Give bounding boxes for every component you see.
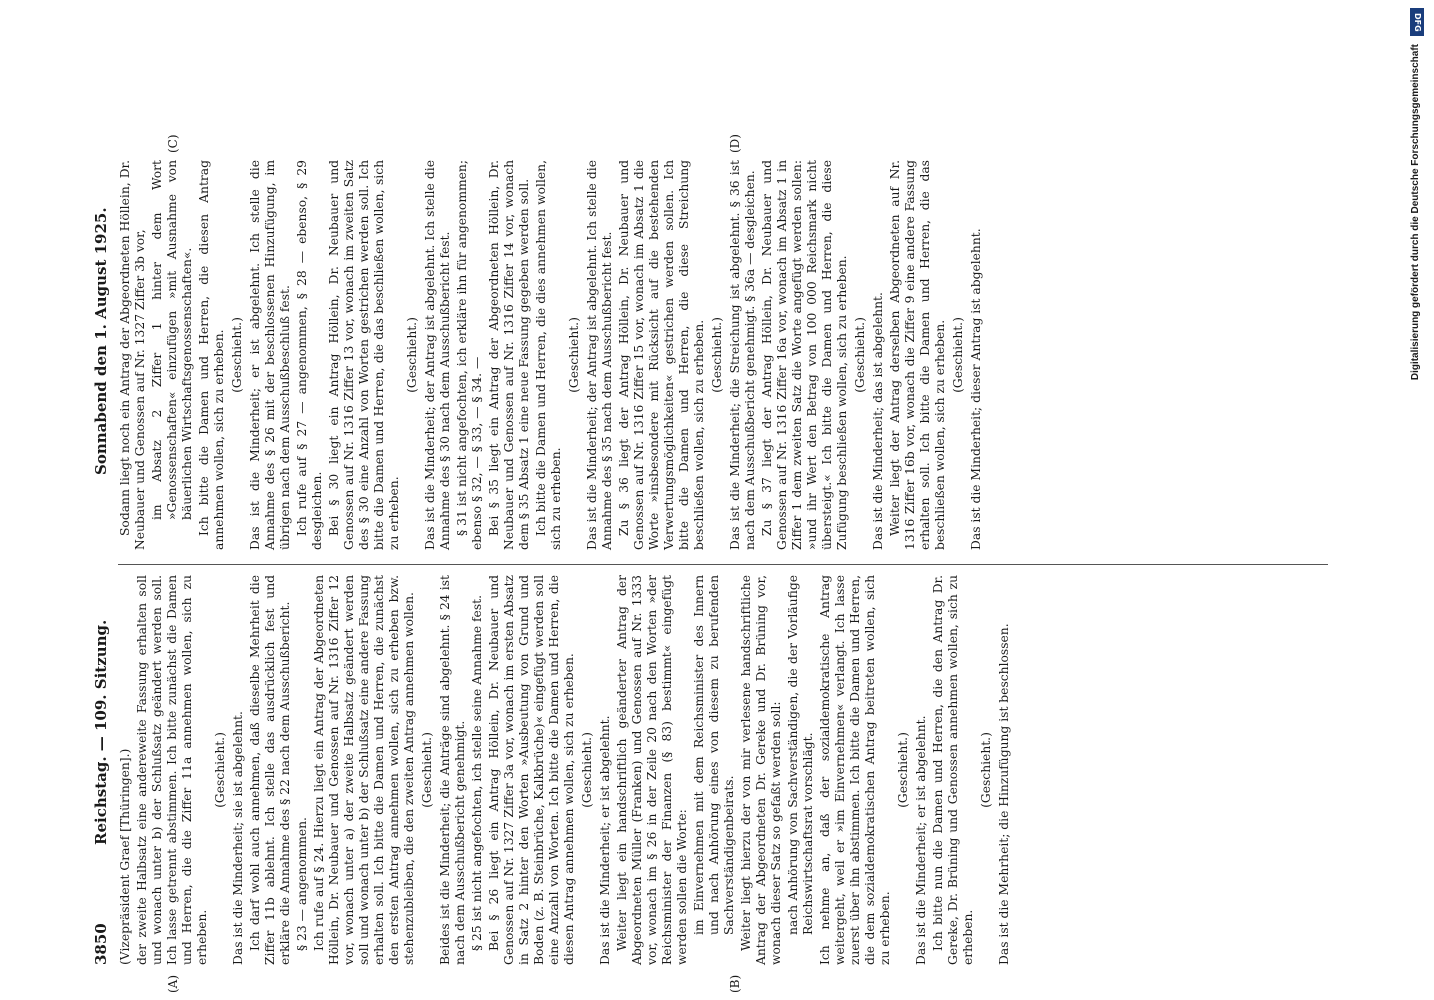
paragraph: § 23 — angenommen. [295, 817, 309, 951]
left-text-column [118, 575, 1014, 965]
dfg-logo: DFG [1410, 8, 1424, 36]
paragraph: Ich bitte die Damen und Herren, die diesen Antrag annehmen wollen, sich zu erheben. [197, 160, 226, 550]
paragraph: Ich bitte nun die Damen und Herren, die den Antrag Dr. Gereke, Dr. Brüning und Genossen annehmen wollen, sich zu erheben. [931, 575, 975, 965]
procedural-note: (Geschieht.) [710, 317, 724, 393]
paragraph: Das ist die Minderheit; dieser Antrag ist abgelehnt. [969, 228, 983, 550]
paragraph: Bei § 35 liegt ein Antrag der Abgeordneten Höllein, Dr. Neubauer und Genossen auf Nr. 1316 Ziffer 14 vor, wonach dem § 35 Absatz 1 eine neue Fassung gegeben werden soll. [487, 160, 531, 550]
paragraph: Bei § 26 liegt ein Antrag Höllein, Dr. Neubauer und Genossen auf Nr. 1327 Ziffer 3a vor, wonach im ersten Absatz in Satz 2 hinter den Worten »Ausbeutung von Grund und Boden (z. B. Steinbrüche, Kalkbrüche)« eingefügt werden soll eine Anzahl von Worten. Ich bitte die Damen und Herren, die diesen Antrag annehmen wollen, sich zu erheben. [487, 575, 576, 965]
paragraph: Das ist die Minderheit; der Antrag ist abgelehnt. Ich stelle die Annahme des § 35 nach dem Ausschußbericht fest. [585, 160, 614, 550]
procedural-note: (Geschieht.) [567, 317, 581, 393]
paragraph: Sodann liegt noch ein Antrag der Abgeordneten Höllein, Dr. Neubauer und Genossen auf Nr. 1327 Ziffer 3b vor, [118, 160, 147, 550]
procedural-note: (Geschieht.) [405, 317, 419, 393]
paragraph: im Absatz 2 Ziffer 1 hinter dem Wort »Genossenschaften« einzufügen »mit Ausnahme von bäuerlichen Wirtschaftsgenossenschaften«. [150, 160, 194, 520]
procedural-note: (Geschieht.) [230, 317, 244, 393]
paragraph: Das ist die Minderheit; der Antrag ist abgelehnt. Ich stelle die Annahme des § 30 nach dem Ausschußbericht fest. [423, 160, 452, 550]
paragraph: Ich rufe auf § 27 — angenommen, § 28 — ebenso, § 29 desgleichen. [295, 160, 324, 550]
paragraph: Das ist die Minderheit; er ist abgelehnt. [598, 715, 612, 965]
page-number: 3850 [92, 923, 110, 965]
paragraph: Das ist die Minderheit; er ist abgelehnt. [914, 715, 928, 965]
paragraph: Ich darf wohl auch annehmen, daß dieselbe Mehrheit die Ziffer 11b ablehnt. Ich stelle das ausdrücklich fest und erkläre die Annahme des § 22 nach dem Ausschußbericht. [248, 575, 292, 965]
digitization-credit-strip [1404, 0, 1434, 1000]
margin-mark-d: (D) [728, 134, 742, 153]
procedural-note: (Geschieht.) [580, 732, 594, 808]
right-text-column [118, 160, 986, 550]
paragraph: Ich bitte die Damen und Herren, die dies annehmen wollen, sich zu erheben. [534, 160, 563, 550]
paragraph: der zweite Halbsatz eine andereweite Fassung erhalten soll und wonach unter b) der Schlußsatz geändert werden soll. Ich lasse getrennt abstimmen. Ich bitte zunächst die Damen und Herren, die die Ziffer 11a annehmen wollen, sich zu erheben. [135, 575, 209, 965]
procedural-note: (Geschieht.) [853, 317, 867, 393]
digitization-credit-text: Digitalisierung gefördert durch die Deutsche Forschungsgemeinschaft [1410, 44, 1421, 381]
paragraph: Das ist die Minderheit; die Streichung ist abgelehnt. § 36 ist nach dem Ausschußbericht genehmigt. § 36a — desgleichen. [728, 160, 757, 550]
session-date: Sonnabend den 1. August 1925. [92, 207, 110, 475]
procedural-note: (Geschieht.) [979, 732, 993, 808]
paragraph: Das ist die Minderheit; das ist abgelehnt. [871, 292, 885, 550]
paragraph: Beides ist die Minderheit; die Anträge sind abgelehnt. § 24 ist nach dem Ausschußbericht genehmigt. [438, 575, 467, 965]
procedural-note: (Geschieht.) [896, 732, 910, 808]
paragraph: Weiter liegt hierzu der von mir verlesene handschriftliche Antrag der Abgeordneten Dr. Gereke und Dr. Brüning vor, wonach dieser Satz so gefaßt werden soll: [739, 575, 783, 965]
margin-mark-c: (C) [166, 134, 180, 153]
margin-mark-a: (A) [166, 974, 180, 993]
rotated-document-page [88, 85, 1343, 993]
paragraph: Zu § 36 liegt der Antrag Höllein, Dr. Neubauer und Genossen auf Nr. 1316 Ziffer 15 vor, wonach im Absatz 1 die Worte »insbesondere mit Rücksicht auf die bestehenden Verwertungsmöglichkeiten« gestrichen werden sollen. Ich bitte die Damen und Herren, die diese Streichung beschließen wollen, sich zu erheben. [617, 160, 706, 550]
page-header [88, 85, 116, 965]
procedural-note: (Geschieht.) [420, 732, 434, 808]
session-title: Reichstag. — 109. Sitzung. [92, 619, 110, 845]
paragraph: nach Anhörung von Sachverständigen, die der Vorläufige Reichswirtschaftsrat vorschlägt. [786, 575, 815, 935]
paragraph: Das ist die Minderheit; sie ist abgelehnt. [231, 711, 245, 965]
paragraph: § 25 ist nicht angefochten, ich stelle seine Annahme fest. [470, 595, 484, 951]
procedural-note: (Geschieht.) [951, 317, 965, 393]
paragraph: Ich rufe auf § 24. Hierzu liegt ein Antrag der Abgeordneten Höllein, Dr. Neubauer und Genossen auf Nr. 1316 Ziffer 12 vor, wonach unter a) der zweite Halbsatz geändert werden soll und wonach unter b) der Schlußsatz eine andere Fassung erhalten soll. Ich bitte die Damen und Herren, die zunächst den ersten Antrag annehmen wollen, sich zu erheben bzw. stehenzubleiben, die den zweiten Antrag annehmen wollen. [312, 575, 416, 965]
paragraph: Das ist die Minderheit; er ist abgelehnt. Ich stelle die Annahme des § 26 mit der beschlossenen Hinzufügung, im übrigen nach dem Ausschußbeschluß fest. [248, 160, 292, 550]
paragraph: Zu § 37 liegt der Antrag Höllein, Dr. Neubauer und Genossen auf Nr. 1316 Ziffer 16a vor, wonach im Absatz 1 in Ziffer 1 dem zweiten Satz die Worte angefügt werden sollen: »und ihr Wert den Betrag von 100 000 Reichsmark nicht übersteigt.« Ich bitte die Damen und Herren, die diese Zufügung beschließen wollen, sich zu erheben. [760, 160, 849, 550]
procedural-note: (Geschieht.) [213, 732, 227, 808]
paragraph: im Einvernehmen mit dem Reichsminister des Innern und nach Anhörung eines von diesem zu berufenden Sachverständigenbeirats. [692, 575, 736, 935]
paragraph: (Vizepräsident Graef [Thüringen].) [118, 748, 132, 965]
paragraph: Das ist die Mehrheit; die Hinzufügung ist beschlossen. [997, 623, 1011, 965]
paragraph: § 31 ist nicht angefochten, ich erkläre ihn für angenommen; ebenso § 32, — § 33, — § 34. — [455, 160, 484, 550]
paragraph: Ich nehme an, daß der sozialdemokratische Antrag weitergeht, weil er »im Einvernehmen« verlangt. Ich lasse zuerst über ihn abstimmen. Ich bitte die Damen und Herren, die dem sozialdemokratischen Antrag beitreten wollen, sich zu erheben. [818, 575, 892, 965]
paragraph: Bei § 30 liegt ein Antrag Höllein, Dr. Neubauer und Genossen auf Nr. 1316 Ziffer 13 vor, wonach im zweiten Satz des § 30 eine Anzahl von Worten gestrichen werden soll. Ich bitte die Damen und Herren, die das beschließen wollen, sich zu erheben. [327, 160, 401, 550]
paragraph: Weiter liegt der Antrag derselben Abgeordneten auf Nr. 1316 Ziffer 16b vor, wonach die Ziffer 9 eine andere Fassung erhalten soll. Ich bitte die Damen und Herren, die das beschließen wollen, sich zu erheben. [888, 160, 947, 550]
column-divider [118, 564, 1328, 565]
paragraph: Weiter liegt ein handschriftlich geänderter Antrag der Abgeordneten Müller (Franken) und Genossen auf Nr. 1333 vor, wonach im § 26 in der Zeile 20 nach den Worten »der Reichsminister der Finanzen (§ 83) bestimmt« eingefügt werden sollen die Worte: [615, 575, 689, 965]
margin-mark-b: (B) [728, 974, 742, 993]
